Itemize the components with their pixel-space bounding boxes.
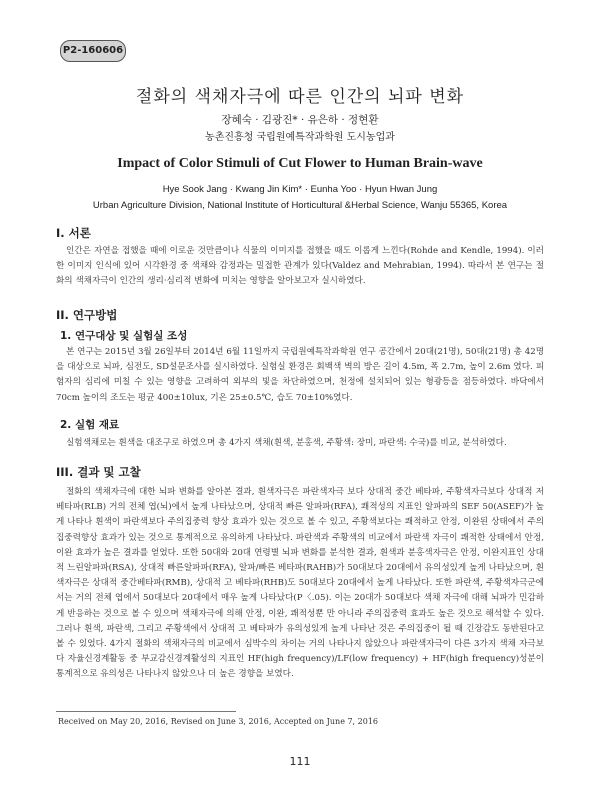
intro-paragraph: 인간은 자연을 접했을 때에 이로운 것만큼이나 식물의 이미지를 접했을 때도 이롭게 느낀다(Rohde and Kendle, 1994). 이러한 이미지 인식에 있어 시각환경 중 색채와 감정과는 밀접한 관계가 있다(Valdez and Mehrabian, 1994). 따라서 본 연구는 절화의 색채자극이 인간의 생리·심리적 변화에 미치는 영향을 알아보고자 실시하였다. xyxy=(56,246,544,287)
paper-code-badge: P2-160606 xyxy=(60,40,126,62)
footnote-rule xyxy=(56,711,236,712)
authors-korean: 장혜숙 · 김광진* · 유은하 · 정현환 xyxy=(221,114,379,126)
methods-sub1-paragraph: 본 연구는 2015년 3월 26일부터 2014년 6월 11일까지 국립원예특작과학원 연구 공간에서 20대(21명), 50대(21명) 총 42명을 대상으로 뇌파, 심전도, SD설문조사를 실시하였다. 실험실 환경은 회백색 벽의 방은 길이 4.5m, 폭 2.7m, 높이 2.6m 였다. 피험자의 심리에 미칠 수 있는 영향을 고려하여 외부의 빛을 차단하였으며, 천정에 설치되어 있는 형광등을 점등하였다. 바닥에서 70cm 높이의 조도는 평균 400±10lux, 기온 25±0.5℃, 습도 70±10%였다. xyxy=(56,347,544,403)
results-paragraph: 절화의 색채자극에 대한 뇌파 변화를 알아본 결과, 흰색자극은 파란색자극 보다 상대적 중간 베타파, 주황색자극보다 상대적 저 베타파(RLB) 거의 전체 엽(뇌)에서 높게 나타났으며, 상대적 빠른 알파파(RFA), 쾌적성의 지표인 알파파의 SEF 50(ASEF)가 높게 나타나 흰색이 파란색보다 주의집중력 향상 효과가 있는 것으로 볼 수 있고, 주황색보다는 쾌적하고 안정, 이완된 상태에서 주의집중력향상 효과가 있는 것으로 통계적으로 유의하게 나타났다. 파란색과 주황색의 비교에서 파란색 자극이 쾌적한 상태에서 안정, 이완 효과가 높은 결과를 얻었다. 또한 50대와 20대 연령별 뇌파 변화를 분석한 결과, 흰색과 분홍색자극은 안정, 이완지표인 상대적 느린알파파(RSA), 상대적 빠른알파파(RFA), 알파/빠른 베타파(RAHB)가 50대보다 20대에서 유의성있게 높게 나타났으며, 흰색자극은 상대적 중간베타파(RMB), 상대적 고 베타파(RHB)도 50대보다 20대에서 높게 나타났다. 또한 파란색, 주황색자극군에서는 거의 전체 엽에서 50대보다 20대에서 매우 높게 나타났다(P〈.05). 이는 20대가 50대보다 색채 자극에 대해 뇌파가 민감하게 반응하는 것으로 볼 수 있으며 색채자극에 의해 안정, 이완, 쾌적성뿐 만 아니라 주의집중력 효과도 높은 것으로 해석할 수 있다. 그러나 흰색, 파란색, 그리고 주황색에서 상대적 고 베타파가 유의성있게 높게 나타난 것은 주의집중이 될 때 긴장감도 동반된다고 볼 수 있었다. 4가지 절화의 색채자극의 비교에서 심박수의 차이는 거의 나타나지 않았으나 파란색자극이 다른 3가지 색채 자극보다 자율신경계활동 중 부교감신경계활성의 지표인 HF(high frequency)/LF(low frequency) + HF(high frequency)성분이 통계적으로 유의성은 나타나지 않았으나 더 높은 경향을 보였다. xyxy=(56,487,544,680)
title-korean: 절화의 색채자극에 따른 인간의 뇌파 변화 xyxy=(135,87,465,107)
authors-english: Hye Sook Jang · Kwang Jin Kim* · Eunha Yoo · Hyun Hwan Jung xyxy=(162,184,438,195)
affiliation-english: Urban Agriculture Division, National Institute of Horticultural &Herbal Science, Wanju 55365, Korea xyxy=(92,200,508,211)
title-english: Impact of Color Stimuli of Cut Flower to Human Brain-wave xyxy=(117,156,483,171)
affiliation-korean: 농촌진흥청 국립원예특작과학원 도시농업과 xyxy=(205,132,395,143)
methods-sub2-paragraph: 실험색채로는 흰색을 대조구로 하였으며 총 4가지 색채(흰색, 분홍색, 주황색: 장미, 파란색: 수국)를 비교, 분석하였다. xyxy=(66,438,507,448)
page-number: 111 xyxy=(289,755,311,768)
methods-heading: II. 연구방법 xyxy=(56,308,118,322)
received-footnote: Received on May 20, 2016, Revised on June 3, 2016, Accepted on June 7, 2016 xyxy=(58,717,378,726)
methods-sub1-heading: 1. 연구대상 및 실험실 조성 xyxy=(60,330,188,342)
intro-heading: I. 서론 xyxy=(56,226,91,240)
methods-sub2-heading: 2. 실험 재료 xyxy=(60,419,120,431)
results-heading: III. 결과 및 고찰 xyxy=(56,465,141,479)
